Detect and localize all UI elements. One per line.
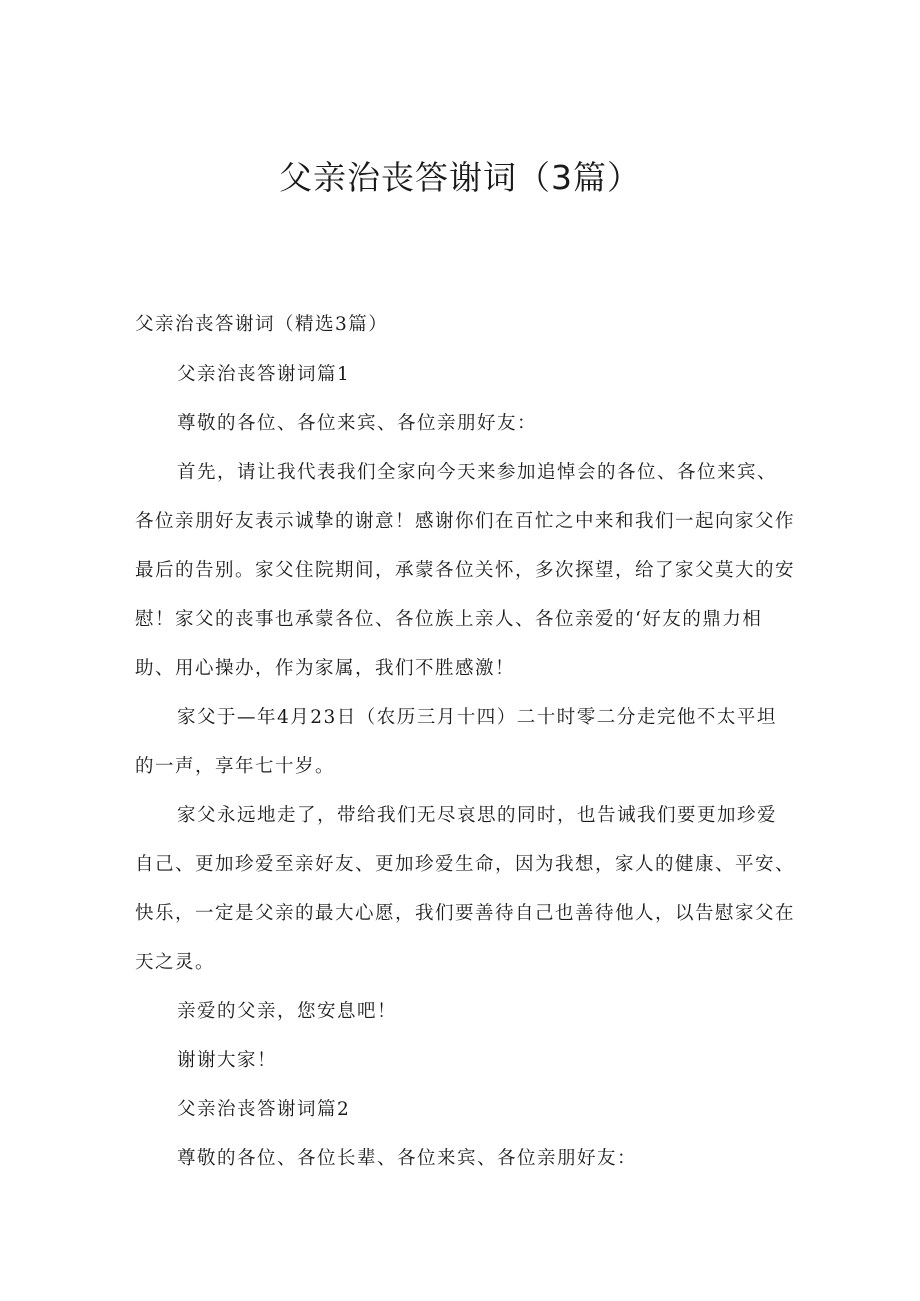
document-body <box>135 350 795 1183</box>
closing-line: 亲爱的父亲，您安息吧！ <box>177 1001 398 1022</box>
section-heading-1: 父亲治丧答谢词篇1 <box>177 364 351 385</box>
body-paragraph: 家父于—年4月23日（农历三月十四）二十时零二分走完他不太平坦的一声，享年七十岁。 <box>135 707 777 777</box>
salutation-paragraph: 尊敬的各位、各位长辈、各位来宾、各位亲朋好友： <box>177 1148 638 1169</box>
document-subtitle: 父亲治丧答谢词（精选3篇） <box>135 314 389 335</box>
section-heading-2: 父亲治丧答谢词篇2 <box>177 1099 351 1120</box>
salutation-paragraph: 尊敬的各位、各位来宾、各位亲朋好友： <box>177 413 538 434</box>
body-paragraph: 首先，请让我代表我们全家向今天来参加追悼会的各位、各位来宾、各位亲朋好友表示诚挚的谢意！感谢你们在百忙之中来和我们一起向家父作最后的告别。家父住院期间，承蒙各位关怀，多次探望，给了家父莫大的安慰！家父的丧事也承蒙各位、各位族上亲人、各位亲爱的‘好友的鼎力相助、用心操办，作为家属，我们不胜感激！ <box>135 462 796 679</box>
closing-line: 谢谢大家！ <box>177 1050 278 1071</box>
document-title: 父亲治丧答谢词（3篇） <box>279 158 641 197</box>
body-paragraph: 家父永远地走了，带给我们无尽哀思的同时，也告诫我们要更加珍爱自己、更加珍爱至亲好友、更加珍爱生命，因为我想，家人的健康、平安、快乐，一定是父亲的最大心愿，我们要善待自己也善待他人，以告慰家父在天之灵。 <box>135 805 796 973</box>
